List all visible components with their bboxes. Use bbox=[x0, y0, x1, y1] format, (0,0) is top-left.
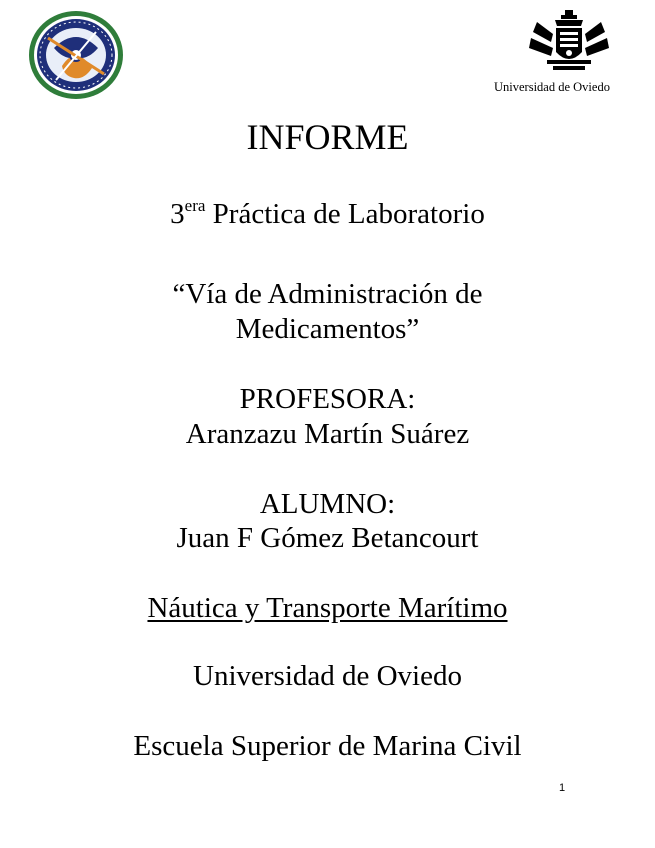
degree-name-text: Náutica y Transporte Marítimo bbox=[147, 592, 508, 624]
practice-ordinal-suffix: era bbox=[184, 196, 206, 215]
report-title: INFORME bbox=[246, 117, 409, 157]
student-name: Juan F Gómez Betancourt bbox=[176, 522, 479, 554]
subject-line-2: Medicamentos” bbox=[235, 313, 420, 345]
practice-label: Práctica de Laboratorio bbox=[212, 198, 485, 230]
student-label: ALUMNO: bbox=[259, 488, 396, 520]
practice-number: 3 bbox=[170, 198, 185, 230]
degree-name bbox=[0, 592, 655, 625]
university-name: Universidad de Oviedo bbox=[193, 660, 462, 692]
practice-heading bbox=[0, 196, 655, 231]
university-crest-logo bbox=[527, 8, 611, 78]
teacher-label: PROFESORA: bbox=[239, 383, 416, 415]
university-logo-caption: Universidad de Oviedo bbox=[494, 80, 610, 94]
subject-line-1: “Vía de Administración de bbox=[172, 278, 483, 310]
teacher-name: Aranzazu Martín Suárez bbox=[185, 418, 470, 450]
school-seal-logo bbox=[26, 8, 126, 102]
school-name: Escuela Superior de Marina Civil bbox=[133, 730, 522, 762]
page-number: 1 bbox=[559, 782, 566, 794]
